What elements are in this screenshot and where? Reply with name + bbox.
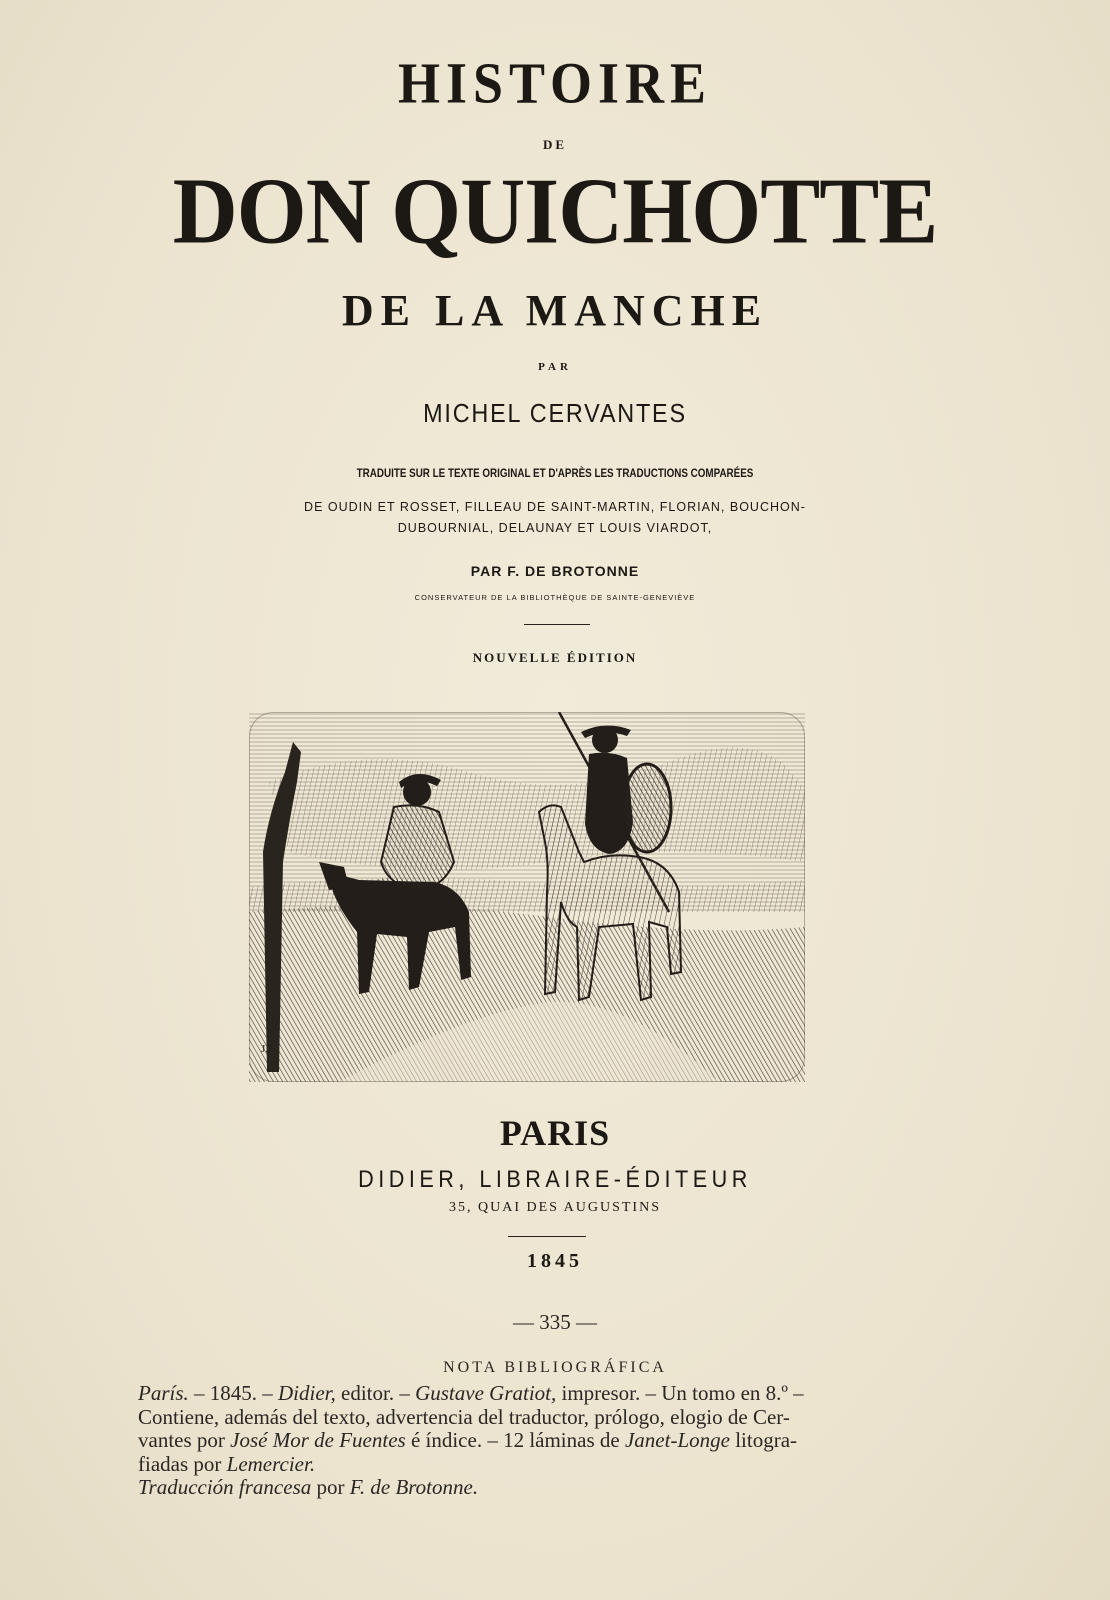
note-line-1: París. – 1845. – Didier, editor. – Gustave Gratiot, impresor. – Un tomo en 8.º –: [138, 1381, 804, 1405]
translator-name: PAR F. DE BROTONNE: [470, 563, 640, 579]
bibliographic-note: [138, 1382, 938, 1500]
note-heading: NOTA BIBLIOGRÁFICA: [443, 1359, 667, 1376]
title-de: DE: [542, 137, 568, 152]
city-paris: PARIS: [499, 1113, 611, 1153]
title-divider-2: [508, 1236, 586, 1237]
note-line-3: vantes por José Mor de Fuentes é índice. – 12 láminas de Janet-Longe litogra-: [138, 1428, 798, 1452]
title-de-la-manche: DE LA MANCHE: [341, 286, 769, 335]
title-don-quichotte: DON QUICHOTTE: [172, 159, 938, 264]
edition-label: NOUVELLE ÉDITION: [472, 650, 638, 665]
publisher-address: 35, QUAI DES AUGUSTINS: [448, 1200, 661, 1215]
publisher-name: DIDIER, LIBRAIRE-ÉDITEUR: [358, 1166, 752, 1193]
note-line-2: Contiene, además del texto, advertencia del traductor, prólogo, elogio de Cer-: [138, 1404, 790, 1429]
translators-line-2: DUBOURNIAL, DELAUNAY ET LOUIS VIARDOT,: [397, 521, 713, 535]
note-line-5: Traducción francesa por F. de Brotonne.: [138, 1475, 479, 1499]
par-label: PAR: [538, 361, 572, 373]
engraving-monogram: J.J.: [261, 1043, 276, 1055]
publication-year: 1845: [527, 1250, 583, 1272]
author-name: MICHEL CERVANTES: [423, 398, 687, 428]
engraving-illustration: [249, 712, 805, 1082]
page-number: — 335 —: [513, 1310, 597, 1334]
title-divider-1: [524, 624, 590, 625]
translators-line-1: DE OUDIN ET ROSSET, FILLEAU DE SAINT-MARTIN, FLORIAN, BOUCHON-: [304, 500, 806, 514]
title-histoire: HISTOIRE: [397, 50, 713, 116]
note-line-4: fiadas por Lemercier.: [138, 1451, 316, 1476]
translator-role: CONSERVATEUR DE LA BIBLIOTHÈQUE DE SAINTE-GENEVIÈVE: [414, 593, 696, 602]
translation-note: TRADUITE SUR LE TEXTE ORIGINAL ET D'APRÈS LES TRADUCTIONS COMPARÉES: [356, 466, 754, 480]
